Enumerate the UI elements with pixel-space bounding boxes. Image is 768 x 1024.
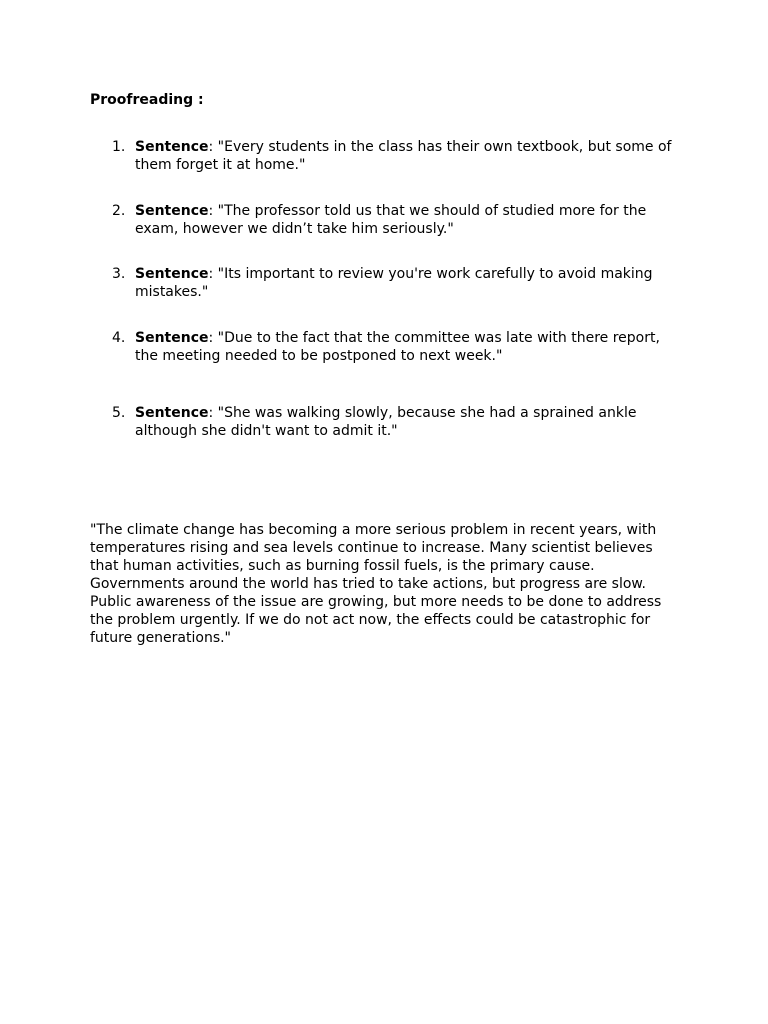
climate-paragraph: "The climate change has becoming a more serious problem in recent years, with temperatures rising and sea levels continue to increase. Many scientist believes that human activities, such as burning fossil fuels, is the primary cause. Governments around the world has tried to take actions, but progress are slow. Public awareness of the issue are growing, but more needs to be done to address the problem urgently. If we do not act now, the effects could be catastrophic for future generations." — [90, 522, 662, 646]
sentence-text: : "Due to the fact that the committee was late with there report, the meeting needed to be postponed to next week." — [135, 330, 660, 364]
list-item-number: 5. — [112, 405, 126, 421]
sentence-label: Sentence — [135, 405, 209, 421]
sentence-text: : "Its important to review you're work carefully to avoid making mistakes." — [135, 266, 653, 300]
list-item-text-block — [135, 329, 675, 365]
sentence-text: : "Every students in the class has their own textbook, but some of them forget it at home." — [135, 139, 672, 173]
list-item-text-block — [135, 202, 675, 238]
list-item-number: 2. — [112, 203, 126, 219]
list-item-number: 1. — [112, 139, 126, 155]
sentence-label: Sentence — [135, 139, 209, 155]
sentence-label: Sentence — [135, 330, 209, 346]
list-item-text-block — [135, 404, 675, 440]
sentence-text: : "The professor told us that we should of studied more for the exam, however we didn’t take him seriously." — [135, 203, 647, 237]
sentence-text: : "She was walking slowly, because she had a sprained ankle although she didn't want to admit it." — [135, 405, 637, 439]
sentence-label: Sentence — [135, 203, 209, 219]
list-item-text-block — [135, 138, 675, 174]
list-item-number: 4. — [112, 330, 126, 346]
list-item-number: 3. — [112, 266, 126, 282]
sentence-label: Sentence — [135, 266, 209, 282]
list-item-text-block — [135, 265, 675, 301]
document-heading: Proofreading : — [90, 92, 204, 108]
